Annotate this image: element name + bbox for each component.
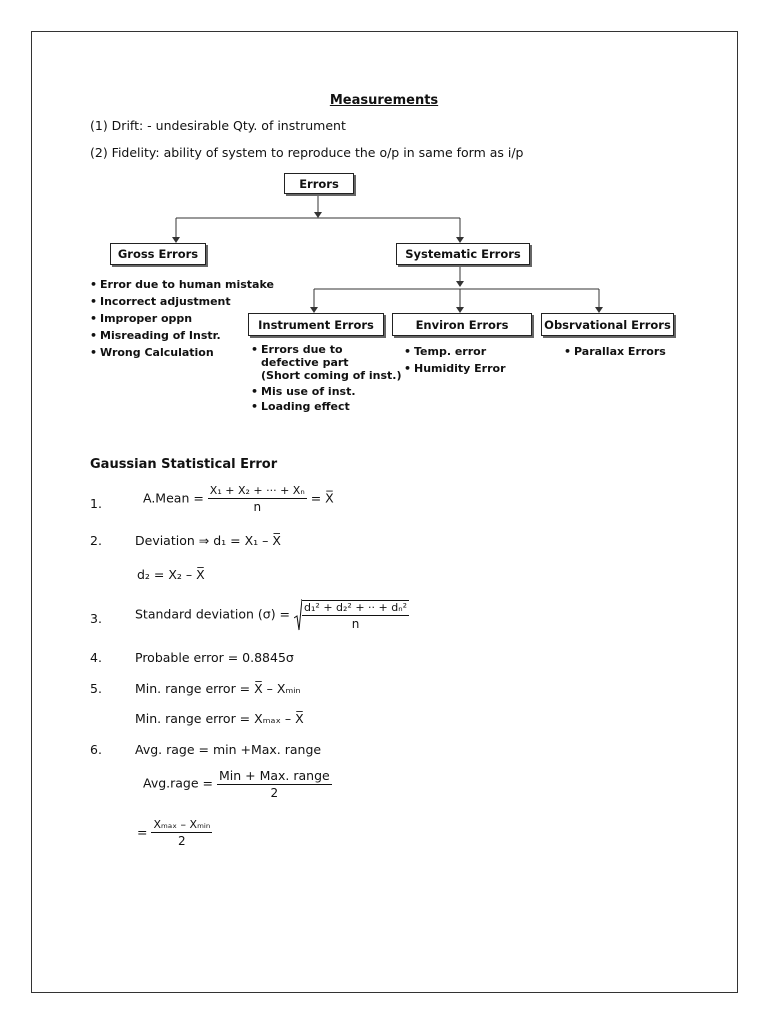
denominator: n (351, 616, 360, 631)
gross-errors-list (90, 276, 274, 361)
square-root (294, 598, 409, 632)
numerator: Xₘₐₓ – Xₘᵢₙ (153, 818, 211, 831)
numerator: d₁² + d₂² + ·· + dₙ² (304, 600, 408, 614)
list-item: • Incorrect adjustment (90, 293, 274, 310)
gaussian-heading: Gaussian Statistical Error (90, 457, 278, 472)
denominator: 2 (270, 786, 279, 800)
min-range-error-2: Min. range error = Xₘₐₓ – X̅ (135, 711, 304, 726)
list-item: • Wrong Calculation (90, 344, 274, 361)
radical-sign-icon (294, 598, 302, 632)
observational-errors-box: Obsrvational Errors (541, 313, 674, 336)
systematic-errors-box: Systematic Errors (396, 243, 530, 265)
list-item: • Temp. error (404, 343, 506, 360)
deviation-formula-2: d₂ = X₂ – X̅ (137, 567, 205, 582)
item-number: 4. (90, 650, 102, 665)
gross-errors-box: Gross Errors (110, 243, 206, 265)
arithmetic-mean-formula (143, 484, 334, 514)
list-item-continued: defective part (261, 356, 349, 369)
fraction (217, 768, 332, 800)
instrument-errors-list (251, 343, 401, 414)
list-item: • Misreading of Instr. (90, 327, 274, 344)
denominator: 2 (178, 834, 186, 848)
list-item: • Improper oppn (90, 310, 274, 327)
item-number: 2. (90, 533, 102, 548)
fraction (302, 600, 409, 631)
page-title: Measurements (329, 93, 439, 108)
probable-error-formula: Probable error = 0.8845σ (135, 650, 294, 665)
numerator: X₁ + X₂ + ··· + Xₙ (209, 484, 305, 497)
formula-result: = X̅ (310, 490, 334, 506)
item-number: 6. (90, 742, 102, 757)
item-number: 1. (90, 496, 102, 511)
list-item: • Errors due to (251, 343, 401, 356)
item-number: 5. (90, 681, 102, 696)
list-item: • Error due to human mistake (90, 276, 274, 293)
deviation-formula-1: Deviation ⇒ d₁ = X₁ – X̅ (135, 533, 281, 548)
standard-deviation-formula (135, 598, 409, 632)
list-item: • Parallax Errors (564, 343, 666, 360)
denominator: n (253, 500, 262, 514)
avg-range-formula-1: Avg. rage = min +Max. range (135, 742, 322, 757)
list-item: • Mis use of inst. (251, 383, 401, 400)
list-item-continued: (Short coming of inst.) (261, 369, 402, 382)
environ-errors-box: Environ Errors (392, 313, 532, 336)
avg-range-formula-3 (137, 818, 212, 848)
formula-label: A.Mean = (143, 490, 204, 506)
list-item: • Humidity Error (404, 360, 506, 377)
formula-label: Avg.rage = (143, 775, 213, 791)
avg-range-formula-2 (143, 768, 332, 800)
drift-definition: (1) Drift: - undesirable Qty. of instrument (90, 118, 346, 133)
instrument-errors-box: Instrument Errors (248, 313, 384, 336)
min-range-error-1: Min. range error = X̅ – Xₘᵢₙ (135, 681, 301, 696)
list-item: • Loading effect (251, 400, 401, 414)
fraction (208, 484, 307, 514)
formula-label: = (137, 824, 148, 840)
environ-errors-list (404, 343, 506, 377)
fidelity-definition: (2) Fidelity: ability of system to reproduce the o/p in same form as i/p (90, 145, 524, 160)
observational-errors-list (564, 343, 666, 360)
errors-root-box: Errors (284, 173, 354, 194)
fraction (151, 818, 212, 848)
formula-label: Standard deviation (σ) = (135, 606, 291, 622)
item-number: 3. (90, 611, 102, 626)
numerator: Min + Max. range (218, 768, 330, 783)
